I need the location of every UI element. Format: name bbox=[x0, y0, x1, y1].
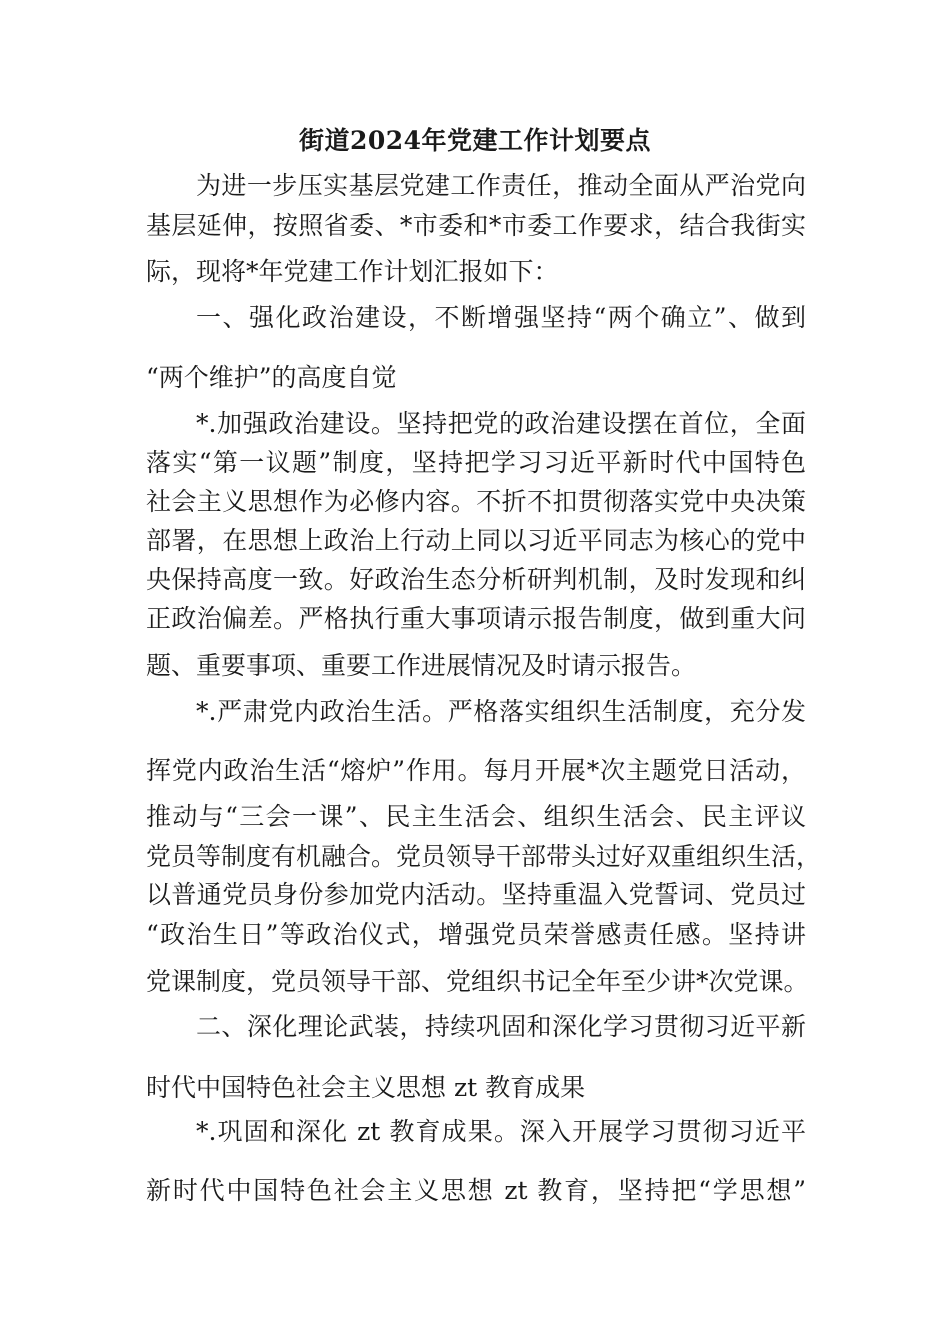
paragraph-line: 推动与“三会一课”、民主生活会、组织生活会、民主评议 bbox=[146, 802, 806, 831]
paragraph-line: *.严肃党内政治生活。严格落实组织生活制度，充分发 bbox=[196, 697, 806, 726]
paragraph-line: 挥党内政治生活“熔炉”作用。每月开展*次主题党日活动， bbox=[146, 756, 806, 785]
paragraph-line: 新时代中国特色社会主义思想 zt 教育，坚持把“学思想” bbox=[146, 1176, 806, 1205]
paragraph-line: 为进一步压实基层党建工作责任，推动全面从严治党向 bbox=[196, 171, 806, 200]
paragraph-line: 基层延伸，按照省委、*市委和*市委工作要求，结合我街实 bbox=[146, 211, 806, 240]
section-heading-line: “两个维护”的高度自觉 bbox=[146, 363, 397, 392]
paragraph-line: 正政治偏差。严格执行重大事项请示报告制度，做到重大问 bbox=[146, 604, 806, 633]
paragraph-line: *.加强政治建设。坚持把党的政治建设摆在首位，全面 bbox=[196, 409, 806, 438]
document-title: 街道2024年党建工作计划要点 bbox=[298, 126, 652, 155]
paragraph-line: 以普通党员身份参加党内活动。坚持重温入党誓词、党员过 bbox=[146, 880, 806, 909]
paragraph-line: “政治生日”等政治仪式，增强党员荣誉感责任感。坚持讲 bbox=[146, 920, 806, 949]
paragraph-line: *.巩固和深化 zt 教育成果。深入开展学习贯彻习近平 bbox=[196, 1117, 806, 1146]
paragraph-line: 央保持高度一致。好政治生态分析研判机制，及时发现和纠 bbox=[146, 565, 806, 594]
paragraph-line: 际，现将*年党建工作计划汇报如下： bbox=[146, 257, 559, 286]
paragraph-line: 社会主义思想作为必修内容。不折不扣贯彻落实党中央决策 bbox=[146, 487, 806, 516]
paragraph-line: 题、重要事项、重要工作进展情况及时请示报告。 bbox=[146, 651, 697, 680]
section-heading-line: 时代中国特色社会主义思想 zt 教育成果 bbox=[146, 1073, 586, 1102]
section-heading-line: 二、深化理论武装，持续巩固和深化学习贯彻习近平新 bbox=[196, 1012, 806, 1041]
paragraph-line: 党员等制度有机融合。党员领导干部带头过好双重组织生活， bbox=[146, 842, 822, 871]
paragraph-line: 落实“第一议题”制度，坚持把学习习近平新时代中国特色 bbox=[146, 448, 806, 477]
section-heading-line: 一、强化政治建设，不断增强坚持“两个确立”、做到 bbox=[196, 303, 806, 332]
paragraph-line: 党课制度，党员领导干部、党组织书记全年至少讲*次党课。 bbox=[146, 967, 809, 996]
paragraph-line: 部署，在思想上政治上行动上同以习近平同志为核心的党中 bbox=[146, 526, 806, 555]
